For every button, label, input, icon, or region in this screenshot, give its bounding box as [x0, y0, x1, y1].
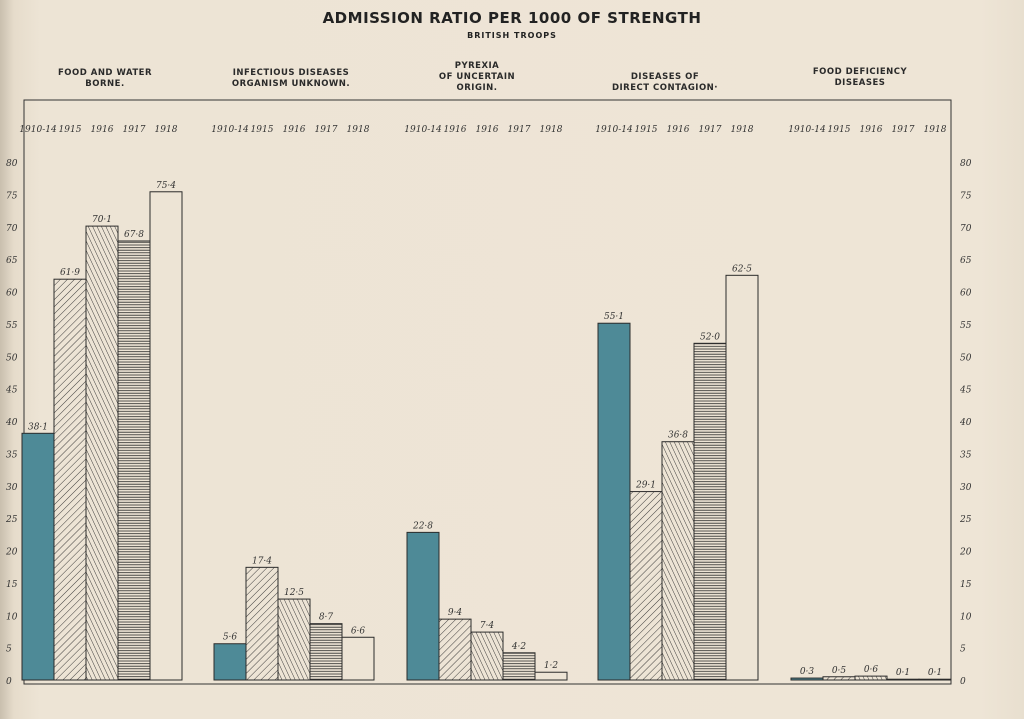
bar-value-label: 70·1: [91, 215, 113, 226]
y-tick-label-right: 0: [960, 677, 966, 687]
y-tick-label-left: 50: [6, 353, 18, 364]
bar-value-label: 17·4: [251, 556, 273, 567]
bar-value-label: 38·1: [27, 422, 49, 433]
y-tick-label-left: 10: [6, 612, 18, 623]
group-label-deficiency: FOOD DEFICIENCY DISEASES: [812, 67, 908, 88]
bar: [118, 241, 150, 680]
bar: [22, 433, 54, 680]
y-tick-label-left: 45: [6, 385, 18, 396]
bar: [214, 644, 246, 680]
year-label: 1915: [634, 125, 658, 135]
bar-value-label: 1·2: [543, 661, 559, 672]
group-label-contagion: DISEASES OF DIRECT CONTAGION·: [611, 72, 719, 93]
year-label: 1910-14: [404, 125, 442, 135]
year-label: 1918: [154, 125, 178, 135]
y-tick-label-left: 65: [6, 256, 18, 267]
y-tick-label-right: 70: [960, 223, 972, 234]
bar: [54, 279, 86, 680]
bar-value-label: 22·8: [412, 521, 434, 532]
bar: [694, 343, 726, 680]
year-label: 1918: [730, 125, 754, 135]
y-tick-label-left: 5: [6, 644, 12, 655]
y-tick-label-left: 60: [6, 288, 18, 299]
y-tick-label-right: 15: [960, 579, 972, 590]
bar: [919, 679, 951, 680]
y-tick-label-left: 25: [6, 515, 18, 526]
y-tick-label-left: 70: [6, 223, 18, 234]
y-tick-label-right: 30: [960, 482, 972, 493]
year-label: 1915: [58, 125, 82, 135]
bar: [726, 275, 758, 680]
y-tick-label-right: 25: [960, 515, 972, 526]
bar: [535, 672, 567, 680]
y-tick-label-right: 80: [960, 159, 972, 169]
chart-subtitle: BRITISH TROOPS: [467, 31, 557, 40]
bar-value-label: 0·3: [799, 667, 815, 678]
bar: [342, 637, 374, 680]
year-label: 1918: [923, 125, 947, 135]
year-label: 1916: [859, 125, 883, 135]
bar-value-label: 36·8: [667, 430, 689, 441]
bar: [310, 624, 342, 680]
chart-title: ADMISSION RATIO PER 1000 OF STRENGTH: [322, 9, 702, 27]
bar: [278, 599, 310, 680]
bar-value-label: 67·8: [123, 229, 145, 240]
y-tick-label-right: 75: [960, 191, 972, 202]
bar-value-label: 61·9: [59, 268, 81, 279]
y-tick-label-left: 0: [6, 677, 12, 687]
bar: [823, 677, 855, 680]
y-tick-label-left: 75: [6, 191, 18, 202]
bar-value-label: 7·4: [479, 621, 495, 632]
y-tick-label-left: 35: [6, 450, 18, 461]
bar-value-label: 29·1: [635, 480, 657, 491]
year-label: 1915: [250, 125, 274, 135]
year-label: 1917: [891, 125, 915, 135]
bar: [791, 678, 823, 680]
year-label: 1918: [539, 125, 563, 135]
y-tick-label-right: 10: [960, 612, 972, 623]
group-label-infectious: INFECTIOUS DISEASES ORGANISM UNKNOWN.: [231, 68, 351, 89]
group-label-food-water: FOOD AND WATER BORNE.: [57, 68, 153, 89]
bar: [503, 653, 535, 680]
y-tick-label-right: 55: [960, 320, 972, 331]
year-label: 1916: [443, 125, 467, 135]
y-tick-label-right: 5: [960, 644, 966, 655]
year-label: 1918: [346, 125, 370, 135]
y-tick-label-right: 20: [960, 547, 972, 558]
y-tick-label-left: 30: [6, 482, 18, 493]
bar-value-label: 0·6: [863, 665, 879, 676]
bar-value-label: 55·1: [603, 312, 625, 323]
bar: [630, 492, 662, 680]
bar: [855, 676, 887, 680]
y-tick-label-left: 80: [6, 159, 18, 169]
bar: [150, 192, 182, 680]
bar: [887, 679, 919, 680]
y-tick-label-right: 50: [960, 353, 972, 364]
year-label: 1916: [90, 125, 114, 135]
year-label: 1916: [475, 125, 499, 135]
bar-value-label: 0·1: [895, 668, 911, 679]
bar-value-label: 12·5: [283, 588, 305, 599]
bar: [662, 442, 694, 680]
bar-value-label: 4·2: [511, 641, 527, 652]
bar-value-label: 75·4: [155, 180, 177, 191]
bar-value-label: 5·6: [222, 632, 238, 643]
year-label: 1917: [122, 125, 146, 135]
y-tick-label-right: 65: [960, 256, 972, 267]
y-tick-label-left: 15: [6, 579, 18, 590]
bar: [598, 323, 630, 680]
bar-value-label: 9·4: [447, 608, 463, 619]
bar-value-label: 0·5: [831, 665, 847, 676]
y-tick-label-left: 40: [6, 418, 18, 428]
y-tick-label-left: 20: [6, 547, 18, 558]
group-label-pyrexia: PYREXIA OF UNCERTAIN ORIGIN.: [438, 61, 516, 93]
y-tick-label-right: 40: [960, 418, 972, 428]
bar: [86, 226, 118, 680]
year-label: 1915: [827, 125, 851, 135]
year-label: 1910-14: [788, 125, 826, 135]
bar-value-label: 52·0: [699, 332, 721, 343]
bar-value-label: 8·7: [318, 612, 334, 623]
year-label: 1910-14: [211, 125, 249, 135]
bar: [246, 567, 278, 680]
year-label: 1916: [282, 125, 306, 135]
year-label: 1917: [698, 125, 722, 135]
year-label: 1916: [666, 125, 690, 135]
y-tick-label-right: 35: [960, 450, 972, 461]
y-tick-label-right: 60: [960, 288, 972, 299]
y-tick-label-left: 55: [6, 320, 18, 331]
bar-value-label: 0·1: [927, 668, 943, 679]
year-label: 1917: [507, 125, 531, 135]
bar: [439, 619, 471, 680]
bar-value-label: 62·5: [731, 264, 753, 275]
year-label: 1917: [314, 125, 338, 135]
year-label: 1910-14: [19, 125, 57, 135]
bar: [407, 532, 439, 680]
year-label: 1910-14: [595, 125, 633, 135]
bar-value-label: 6·6: [350, 626, 366, 637]
y-tick-label-right: 45: [960, 385, 972, 396]
bar: [471, 632, 503, 680]
